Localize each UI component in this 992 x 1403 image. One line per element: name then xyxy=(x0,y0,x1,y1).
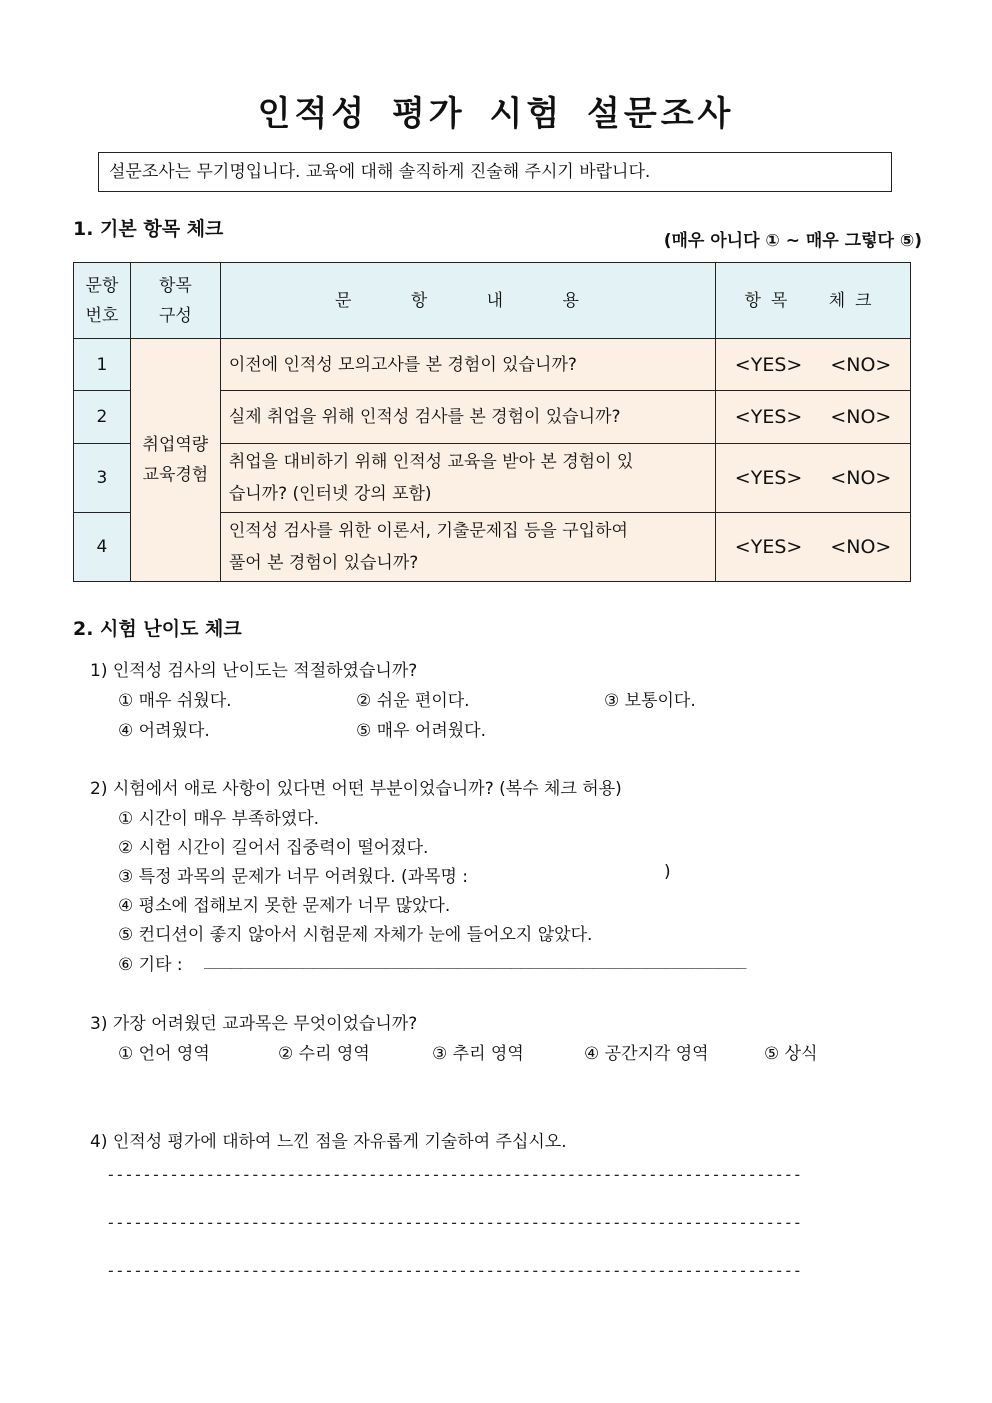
header-check: 항목 체크 xyxy=(716,263,911,339)
rating-scale-note: (매우 아니다 ① ~ 매우 그렇다 ⑤) xyxy=(663,231,922,251)
no-option[interactable]: <NO> xyxy=(830,406,892,428)
yes-no-check xyxy=(716,391,911,444)
basic-check-table xyxy=(73,262,911,582)
yes-option[interactable]: <YES> xyxy=(734,467,803,489)
no-option[interactable]: <NO> xyxy=(830,467,892,489)
q2-option[interactable]: ⑥ 기타 : xyxy=(118,955,183,975)
yes-no-check xyxy=(716,444,911,513)
table-row xyxy=(74,339,911,391)
free-answer-line[interactable]: ----------------------------------------------------------------------------- xyxy=(106,1213,802,1232)
yes-no-check xyxy=(716,339,911,391)
q1-option[interactable]: ④ 어려웠다. xyxy=(118,721,210,741)
q2-option[interactable]: ③ 특정 과목의 문제가 너무 어려웠다. (과목명 : xyxy=(118,867,469,887)
q1-option[interactable]: ③ 보통이다. xyxy=(604,691,696,711)
q3-option[interactable]: ④ 공간지각 영역 xyxy=(584,1044,709,1064)
section2-heading: 2. 시험 난이도 체크 xyxy=(73,618,242,640)
q3-option[interactable]: ⑤ 상식 xyxy=(764,1044,818,1064)
q3-option[interactable]: ① 언어 영역 xyxy=(118,1044,210,1064)
q2-option[interactable]: ② 시험 시간이 길어서 집중력이 떨어졌다. xyxy=(118,838,429,858)
header-content: 문 항 내 용 xyxy=(220,263,715,339)
no-option[interactable]: <NO> xyxy=(830,536,892,558)
q3-option[interactable]: ② 수리 영역 xyxy=(278,1044,370,1064)
q2-option[interactable]: ⑤ 컨디션이 좋지 않아서 시험문제 자체가 눈에 들어오지 않았다. xyxy=(118,925,593,945)
row-number: 2 xyxy=(74,391,131,444)
q1-question: 1) 인적성 검사의 난이도는 적절하였습니까? xyxy=(90,661,418,681)
table-header-row xyxy=(74,263,911,339)
q1-option[interactable]: ② 쉬운 편이다. xyxy=(356,691,470,711)
yes-option[interactable]: <YES> xyxy=(734,536,803,558)
yes-option[interactable]: <YES> xyxy=(734,406,803,428)
no-option[interactable]: <NO> xyxy=(830,353,892,376)
q4-question: 4) 인적성 평가에 대하여 느낀 점을 자유롭게 기술하여 주십시오. xyxy=(90,1132,567,1152)
q1-option[interactable]: ① 매우 쉬웠다. xyxy=(118,691,232,711)
q2-option[interactable]: ④ 평소에 접해보지 못한 문제가 너무 많았다. xyxy=(118,896,451,916)
group-label: 취업역량 교육경험 xyxy=(130,339,220,582)
question-text: 취업을 대비하기 위해 인적성 교육을 받아 본 경험이 있 습니까? (인터넷 강의 포함) xyxy=(220,444,715,513)
free-answer-line[interactable]: ----------------------------------------------------------------------------- xyxy=(106,1261,802,1280)
free-answer-line[interactable]: ----------------------------------------------------------------------------- xyxy=(106,1165,802,1184)
question-text: 이전에 인적성 모의고사를 본 경험이 있습니까? xyxy=(220,339,715,391)
section1-heading: 1. 기본 항목 체크 xyxy=(73,218,224,240)
header-group: 항목 구성 xyxy=(130,263,220,339)
q2-question: 2) 시험에서 애로 사항이 있다면 어떤 부분이었습니까? (복수 체크 허용) xyxy=(90,779,622,799)
question-text: 인적성 검사를 위한 이론서, 기출문제집 등을 구입하여 풀어 본 경험이 있습니까? xyxy=(220,513,715,582)
q2-option[interactable]: ① 시간이 매우 부족하였다. xyxy=(118,809,320,829)
header-number: 문항 번호 xyxy=(74,263,131,339)
row-number: 1 xyxy=(74,339,131,391)
page-title: 인적성 평가 시험 설문조사 xyxy=(257,94,735,134)
yes-option[interactable]: <YES> xyxy=(734,353,803,376)
question-text: 실제 취업을 위해 인적성 검사를 본 경험이 있습니까? xyxy=(220,391,715,444)
row-number: 3 xyxy=(74,444,131,513)
notice-box: 설문조사는 무기명입니다. 교육에 대해 솔직하게 진술해 주시기 바랍니다. xyxy=(98,152,892,192)
q3-option[interactable]: ③ 추리 영역 xyxy=(432,1044,524,1064)
subject-close-paren: ) xyxy=(664,862,671,882)
q3-question: 3) 가장 어려웠던 교과목은 무엇이었습니까? xyxy=(90,1014,418,1034)
other-answer-line[interactable]: ____________________________________________________________ xyxy=(204,950,746,969)
yes-no-check xyxy=(716,513,911,582)
row-number: 4 xyxy=(74,513,131,582)
q1-option[interactable]: ⑤ 매우 어려웠다. xyxy=(356,721,486,741)
